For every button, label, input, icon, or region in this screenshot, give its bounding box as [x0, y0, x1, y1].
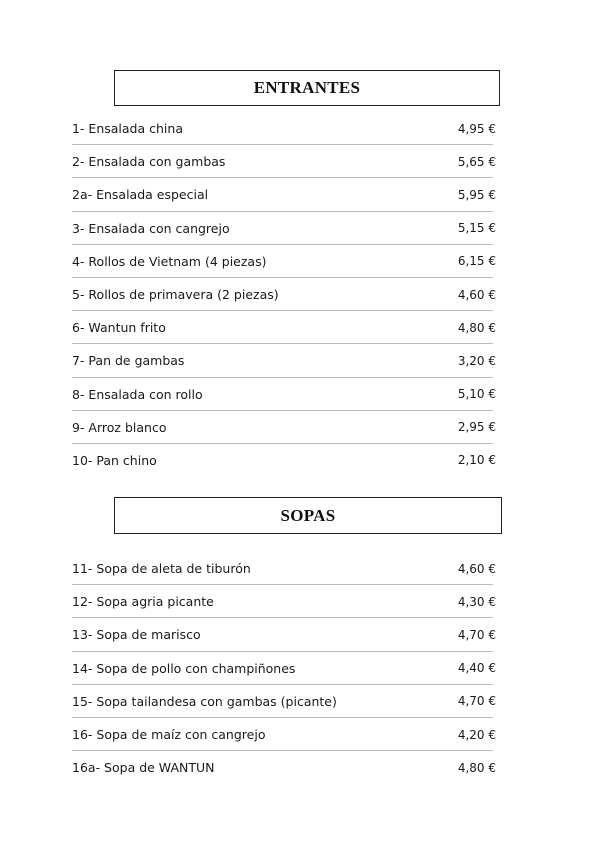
menu-item-price: 5,65 € [457, 154, 496, 169]
menu-item [72, 618, 496, 651]
menu-item-name: 9- Arroz blanco [72, 419, 167, 435]
menu-item [72, 112, 496, 145]
menu-item [72, 751, 496, 784]
menu-item [72, 652, 496, 685]
menu-item [72, 344, 496, 377]
menu-item-price: 3,20 € [457, 353, 496, 368]
menu-item-price: 5,95 € [457, 187, 496, 202]
menu-item-price: 4,60 € [457, 287, 496, 302]
menu-item [72, 585, 496, 618]
menu-item-name: 1- Ensalada china [72, 121, 183, 137]
menu-item-name: 4- Rollos de Vietnam (4 piezas) [72, 253, 267, 269]
menu-item [72, 178, 496, 211]
menu-item-price: 6,15 € [457, 254, 496, 269]
menu-item-price: 4,80 € [457, 760, 496, 775]
section-title-sopas: SOPAS [114, 497, 502, 534]
menu-item-price: 4,70 € [457, 694, 496, 709]
menu-item-name: 10- Pan chino [72, 452, 157, 468]
menu-item [72, 278, 496, 311]
section-title-entrantes: ENTRANTES [114, 70, 500, 106]
menu-item [72, 411, 496, 444]
menu-item-price: 2,10 € [457, 453, 496, 468]
menu-item-price: 4,70 € [457, 627, 496, 642]
menu-item-price: 4,80 € [457, 320, 496, 335]
menu-item-name: 11- Sopa de aleta de tiburón [72, 561, 251, 577]
menu-item-name: 3- Ensalada con cangrejo [72, 220, 230, 236]
menu-item [72, 245, 496, 278]
menu-item-name: 15- Sopa tailandesa con gambas (picante) [72, 693, 337, 709]
menu-item-name: 2a- Ensalada especial [72, 187, 209, 203]
menu-item-price: 4,20 € [457, 727, 496, 742]
menu-item-name: 7- Pan de gambas [72, 353, 185, 369]
menu-item [72, 378, 496, 411]
menu-item [72, 444, 496, 477]
menu-item-name: 6- Wantun frito [72, 320, 166, 336]
menu-item-name: 13- Sopa de marisco [72, 627, 201, 643]
menu-list-sopas [72, 552, 496, 784]
menu-item-price: 5,15 € [457, 221, 496, 236]
menu-item-price: 5,10 € [457, 387, 496, 402]
menu-item-price: 4,60 € [457, 561, 496, 576]
menu-item-name: 12- Sopa agria picante [72, 594, 214, 610]
menu-item-name: 5- Rollos de primavera (2 piezas) [72, 287, 279, 303]
menu-item-name: 16- Sopa de maíz con cangrejo [72, 727, 266, 743]
menu-item-name: 16a- Sopa de WANTUN [72, 760, 215, 776]
menu-item [72, 718, 496, 751]
menu-item [72, 685, 496, 718]
menu-list-entrantes [72, 112, 496, 477]
menu-item-name: 14- Sopa de pollo con champiñones [72, 660, 296, 676]
menu-item [72, 145, 496, 178]
menu-item-name: 2- Ensalada con gambas [72, 154, 226, 170]
menu-item [72, 311, 496, 344]
menu-item-price: 2,95 € [457, 420, 496, 435]
menu-item-price: 4,40 € [457, 661, 496, 676]
menu-item-price: 4,30 € [457, 594, 496, 609]
menu-item [72, 552, 496, 585]
menu-item-price: 4,95 € [457, 121, 496, 136]
menu-item [72, 212, 496, 245]
menu-item-name: 8- Ensalada con rollo [72, 386, 203, 402]
